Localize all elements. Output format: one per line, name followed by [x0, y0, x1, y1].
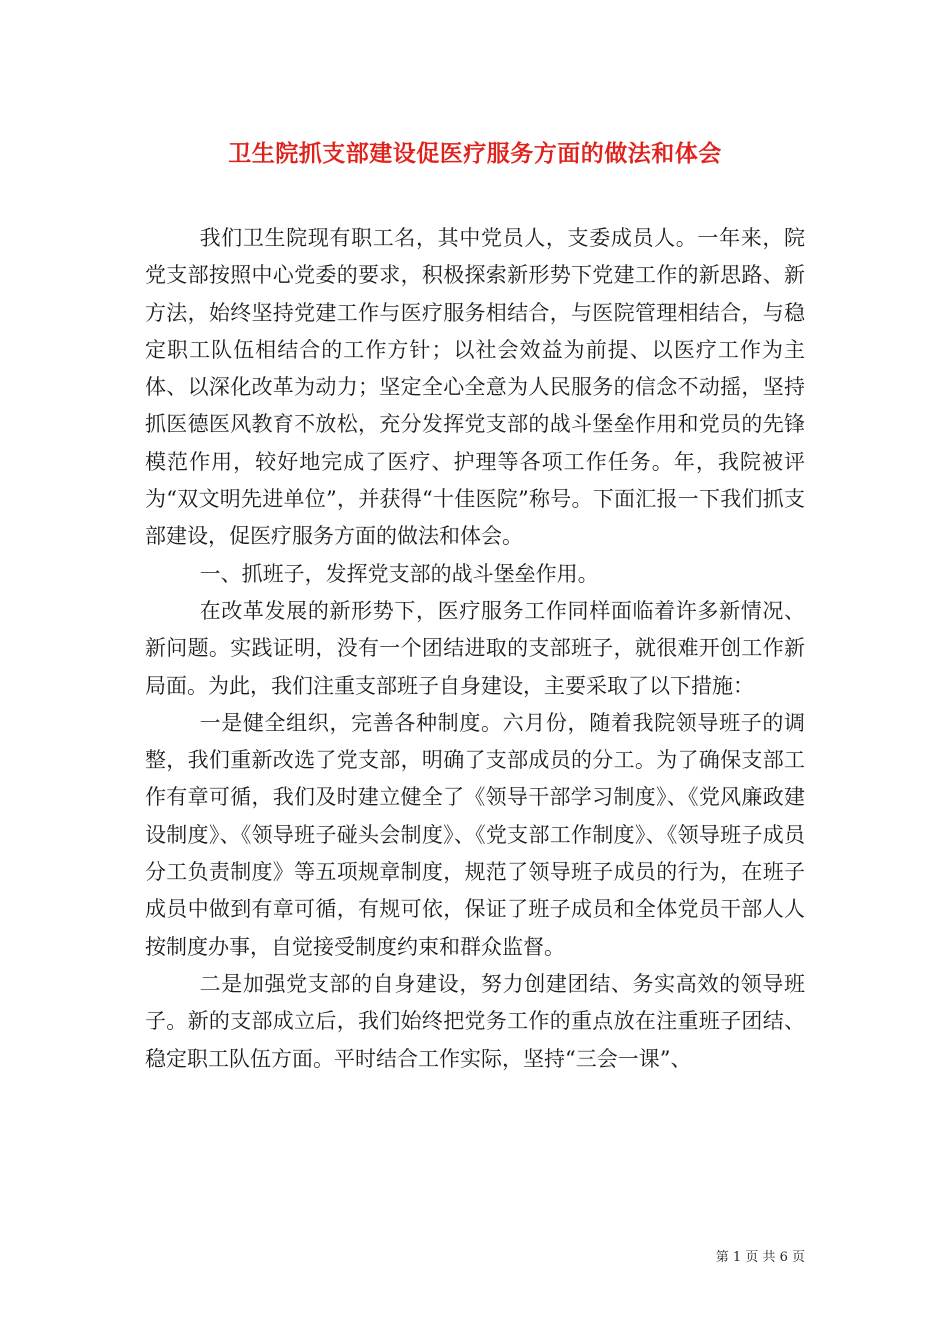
paragraph-intro: 我们卫生院现有职工名，其中党员人，支委成员人。一年来，院党支部按照中心党委的要求，积极探索新形势下党建工作的新思路、新方法，始终坚持党建工作与医疗服务相结合，与医院管理相结合，与稳定职工队伍相结合的工作方针；以社会效益为前提、以医疗工作为主体、以深化改革为动力；坚定全心全意为人民服务的信念不动摇，坚持抓医德医风教育不放松，充分发挥党支部的战斗堡垒作用和党员的先锋模范作用，较好地完成了医疗、护理等各项工作任务。年，我院被评为“双文明先进单位”，并获得“十佳医院”称号。下面汇报一下我们抓支部建设，促医疗服务方面的做法和体会。	[145, 226, 805, 549]
section-heading-1: 一、抓班子，发挥党支部的战斗堡垒作用。	[199, 561, 599, 586]
paragraph-measure-2: 二是加强党支部的自身建设，努力创建团结、务实高效的领导班子。新的支部成立后，我们始终把党务工作的重点放在注重班子团结、稳定职工队伍方面。平时结合工作实际，坚持“三会一课”、	[145, 971, 805, 1071]
paragraph-context: 在改革发展的新形势下，医疗服务工作同样面临着许多新情况、新问题。实践证明，没有一个团结进取的支部班子，就很难开创工作新局面。为此，我们注重支部班子自身建设，主要采取了以下措施：	[145, 598, 805, 698]
paragraph-measure-1: 一是健全组织，完善各种制度。六月份，随着我院领导班子的调整，我们重新改选了党支部，明确了支部成员的分工。为了确保支部工作有章可循，我们及时建立健全了《领导干部学习制度》、《党风廉政建设制度》、《领导班子碰头会制度》、《党支部工作制度》、《领导班子成员分工负责制度》等五项规章制度，规范了领导班子成员的行为，在班子成员中做到有章可循，有规可依，保证了班子成员和全体党员干部人人按制度办事，自觉接受制度约束和群众监督。	[145, 710, 805, 959]
document-title: 卫生院抓支部建设促医疗服务方面的做法和体会	[228, 141, 722, 167]
document-body	[145, 220, 805, 1078]
page-number: 第 1 页 共 6 页	[715, 1250, 805, 1265]
